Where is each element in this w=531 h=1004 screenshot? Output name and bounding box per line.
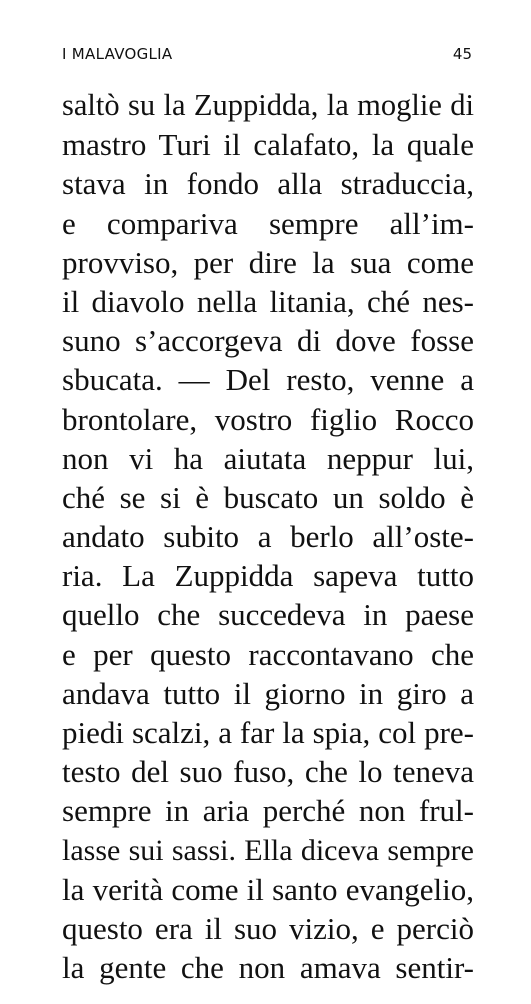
text-line: mastro Turi il calafato, la quale bbox=[62, 127, 474, 163]
text-line: sbucata. — Del resto, venne a bbox=[62, 362, 474, 398]
body-text bbox=[62, 86, 474, 987]
text-line: piedi scalzi, a far la spia, col pre- bbox=[62, 715, 474, 750]
text-line: quello che succedeva in paese bbox=[62, 597, 474, 633]
text-line: provviso, per dire la sua come bbox=[62, 244, 474, 280]
text-line: stava in fondo alla straduccia, bbox=[62, 166, 474, 202]
text-line: la verità come il santo evangelio, bbox=[62, 871, 474, 907]
text-line: suno s’accorgeva di dove fosse bbox=[62, 323, 474, 359]
text-line: brontolare, vostro figlio Rocco bbox=[62, 401, 474, 437]
text-line: ria. La Zuppidda sapeva tutto bbox=[62, 558, 474, 594]
text-line: e per questo raccontavano che bbox=[62, 636, 474, 672]
page-number: 45 bbox=[452, 45, 472, 63]
text-line: sempre in aria perché non frul- bbox=[62, 793, 474, 829]
running-head: I MALAVOGLIA bbox=[62, 45, 173, 63]
page-header bbox=[62, 40, 472, 68]
text-line: la gente che non amava sentir- bbox=[62, 950, 474, 986]
text-line: andato subito a berlo all’oste- bbox=[62, 519, 474, 555]
text-line: questo era il suo vizio, e perciò bbox=[62, 910, 474, 946]
text-line: andava tutto il giorno in giro a bbox=[62, 675, 474, 711]
text-line: saltò su la Zuppidda, la moglie di bbox=[62, 88, 474, 122]
text-line: il diavolo nella litania, ché nes- bbox=[62, 283, 474, 319]
text-line: lasse sui sassi. Ella diceva sempre bbox=[62, 833, 474, 867]
text-line: non vi ha aiutata neppur lui, bbox=[62, 440, 474, 476]
text-line: ché se si è buscato un soldo è bbox=[62, 479, 474, 515]
text-line: e compariva sempre all’im- bbox=[62, 205, 474, 241]
text-line: testo del suo fuso, che lo teneva bbox=[62, 754, 474, 790]
